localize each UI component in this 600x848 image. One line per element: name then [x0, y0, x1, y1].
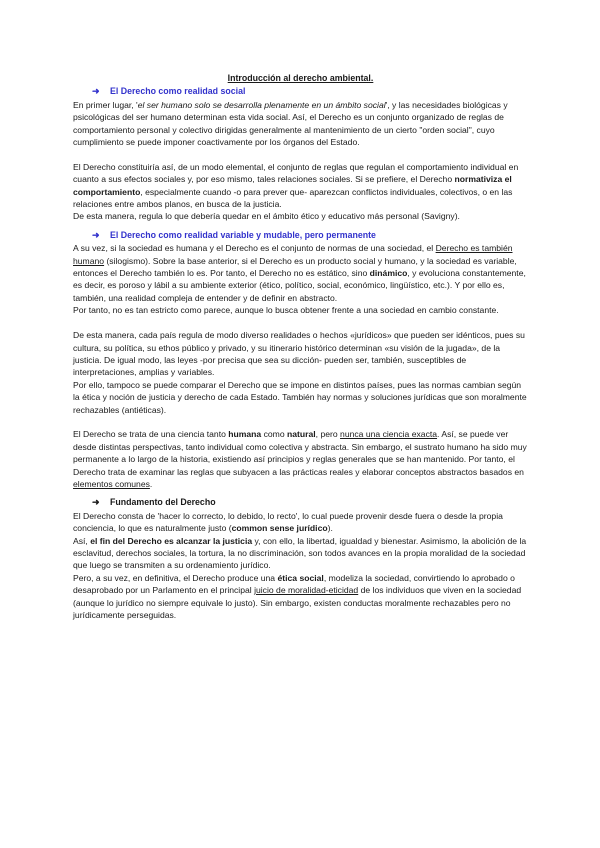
paragraph: De esta manera, cada país regula de modo diverso realidades o hechos «jurídicos» que pueden ser idénticos, pues su cultura, su política, su ethos público y privado, y su itinerario histórico determinan «su visión de la jugada», de la justicia. De igual modo, las leyes -por precisa que sea su dicción- pueden ser, también, susceptibles de interpretaciones, amplias y variables. — [73, 330, 525, 378]
paragraph-spacer — [73, 317, 528, 329]
underlined-text: nunca una ciencia exacta — [340, 429, 438, 440]
document-title: Introducción al derecho ambiental. — [227, 73, 374, 83]
arrow-right-icon: ➜ — [92, 86, 100, 97]
bold-text: el fin del Derecho es alcanzar la justicia — [90, 535, 253, 546]
paragraph: El Derecho se trata de una ciencia tanto humana como natural, pero nunca una ciencia exacta. Así, se puede ver desde distintas perspectivas, tanto individual como colectiva y abstracta. Sin embargo, el sustrato humano ha sido muy permanente a lo largo de la historia, existiendo así principios y reglas generales que se han mantenido. Por tanto, el Derecho trata de examinar las reglas que subyacen a las prácticas reales y elaborar conceptos abstractos basados en elementos comunes. — [73, 429, 527, 489]
arrow-right-icon: ➜ — [92, 229, 100, 240]
section-heading-realidad-social — [73, 85, 528, 97]
section-body-realidad-social — [73, 99, 528, 223]
bold-text: dinámico — [369, 268, 408, 279]
paragraph: Por tanto, no es tan estricto como parece, aunque lo busca obtener frente a una sociedad en cambio constante. — [73, 305, 499, 316]
arrow-right-icon: ➜ — [92, 497, 100, 508]
underlined-text: elementos comunes — [73, 478, 150, 489]
paragraph: El Derecho consta de 'hacer lo correcto, lo debido, lo recto', lo cual puede provenir desde fuera o desde la propia conciencia, lo que es naturalmente justo (common sense jurídico). — [73, 510, 503, 534]
section-heading-fundamento — [73, 496, 528, 508]
section-heading-label: Fundamento del Derecho — [110, 497, 216, 508]
paragraph-spacer — [73, 148, 528, 160]
bold-text: humana — [228, 429, 262, 440]
bold-text: ética social — [277, 572, 324, 583]
paragraph: Por ello, tampoco se puede comparar el Derecho que se impone en distintos países, pues las normas cambian según la ética y noción de justicia y derecho de cada Estado. También hay normas y soluciones jurídicas que son moralmente rechazables (antiéticas). — [73, 379, 527, 415]
paragraph: A su vez, si la sociedad es humana y el Derecho es el conjunto de normas de una sociedad, el Derecho es también humano (silogismo). Sobre la base anterior, si el Derecho es un producto social y humano, y la sociedad es variable, entonces el Derecho también lo es. Por tanto, el Derecho no es estático, sino dinámico, y evoluciona constantemente, es decir, es poroso y lábil a su ambiente exterior (ético, político, social, económico, lingüístico, etc.). Y por ello es, también, una realidad compleja de entender y de definir en abstracto. — [73, 243, 526, 303]
bold-text: common sense jurídico — [231, 523, 328, 534]
paragraph-spacer — [73, 416, 528, 428]
bold-text: natural — [287, 429, 316, 440]
underlined-text: Derecho es también humano — [73, 243, 513, 266]
paragraph: Pero, a su vez, en definitiva, el Derecho produce una ética social, modeliza la sociedad, convirtiendo lo aprobado o desaprobado por un Parlamento en el principal juicio de moralidad-eticidad de los individuos que viven en la sociedad (aunque lo jurídico no siempre equivale lo justo). Sin embargo, existen conductas moralmente rechazables pero no jurídicamente perseguidas. — [73, 572, 522, 621]
section-body-fundamento — [73, 510, 528, 622]
underlined-text: juicio de moralidad-eticidad — [254, 585, 359, 596]
section-body-realidad-variable — [73, 242, 528, 490]
paragraph: En primer lugar, 'el ser humano solo se desarrolla plenamente en un ámbito social', y las necesidades biológicas y psicológicas del ser humano determinan esta vida social. Así, el Derecho es un conjunto organizado de reglas de comportamiento personal y colectivo dirigidas generalmente al mantenimiento de un cierto "orden social", cuyo cumplimiento se puede imponer coactivamente por los órganos del Estado. — [73, 99, 508, 148]
paragraph: El Derecho constituiría así, de un modo elemental, el conjunto de reglas que regulan el comportamiento individual en cuanto a sus efectos sociales y, por eso mismo, tales relaciones sociales. Si se prefiere, el Derecho normativiza el comportamiento, especialmente cuando -o para prever que- aparezcan conflictos individuales, colectivos, o en las relaciones entre ambos planos, en busca de la justicia. — [73, 161, 519, 210]
paragraph: Así, el fin del Derecho es alcanzar la justicia y, con ello, la libertad, igualdad y bienestar. Asimismo, la abolición de la esclavitud, derechos sociales, la tortura, la no discriminación, son todos avances en la propia moralidad de la sociedad que luego se transmiten a su ordenamiento jurídico. — [73, 535, 527, 571]
section-heading-label: El Derecho como realidad variable y mudable, pero permanente — [110, 229, 376, 240]
italic-text: el ser humano solo se desarrolla plenamente en un ámbito social — [137, 99, 386, 110]
paragraph: De esta manera, regula lo que debería quedar en el ámbito ético y educativo más personal (Savigny). — [73, 211, 460, 222]
document-body — [73, 72, 528, 621]
bold-text: normativiza el comportamiento — [73, 174, 512, 197]
section-heading-realidad-variable — [73, 229, 528, 241]
section-heading-label: El Derecho como realidad social — [110, 86, 246, 97]
